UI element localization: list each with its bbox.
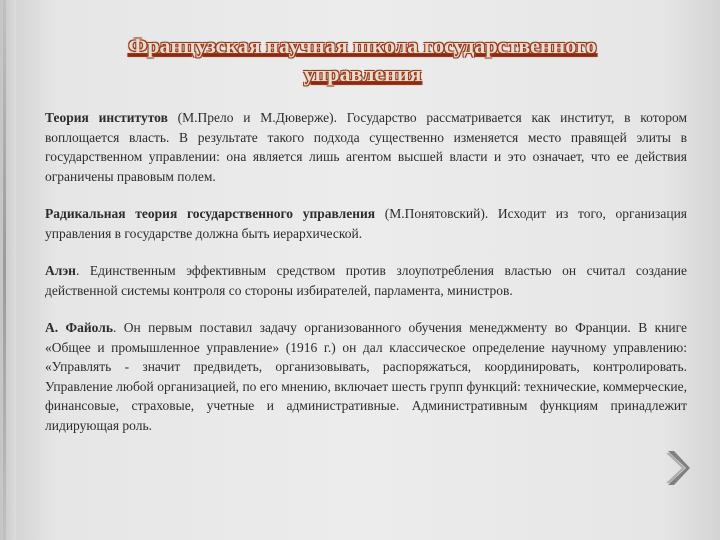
left-decorative-strip [0, 0, 16, 540]
paragraph-text: . Единственным эффективным средством против злоупотребления властью он считал создание действенной системы контроля со стороны избирателей, парламента, министров. [45, 263, 687, 298]
paragraph-text: . Он первым поставил задачу организованного обучения менеджменту во Франции. В книге «Общее и промышленное управление» (1916 г.) он дал классическое определение научному управлению: «Управлять - значит предвидеть, организовывать, распоряжаться, координировать, контролировать. Управление любой организацией, по его мнению, включает шесть групп функций: технические, коммерческие, финансовые, страховые, учетные и административные. Административным функциям принадлежит лидирующая роль. [45, 320, 687, 433]
paragraph-lead: Алэн [45, 263, 76, 278]
paragraph-institutions [45, 108, 687, 186]
paragraph-lead: Радикальная теория государственного управления [45, 206, 376, 221]
chevron-right-icon[interactable] [662, 448, 692, 488]
paragraph-fayol [45, 318, 687, 435]
paragraph-lead: Теория институтов [45, 110, 168, 125]
paragraph-text: (М.Прело и М.Дюверже). Государство рассматривается как институт, в котором воплощается власть. В результате такого подхода существенно изменяется место правящей элиты в государственном управлении: она является лишь агентом высшей власти и это означает, что ее действия ограничены правовым полем. [45, 110, 687, 184]
slide-content [45, 108, 687, 453]
paragraph-radical-theory [45, 204, 687, 243]
paragraph-alain [45, 261, 687, 300]
paragraph-lead: А. Файоль [45, 320, 113, 335]
paragraph-text: (М.Понятовский). Исходит из того, организация управления в государстве должна быть иерархической. [45, 206, 688, 241]
slide-title: Французская научная школа государственного управления [128, 33, 597, 86]
